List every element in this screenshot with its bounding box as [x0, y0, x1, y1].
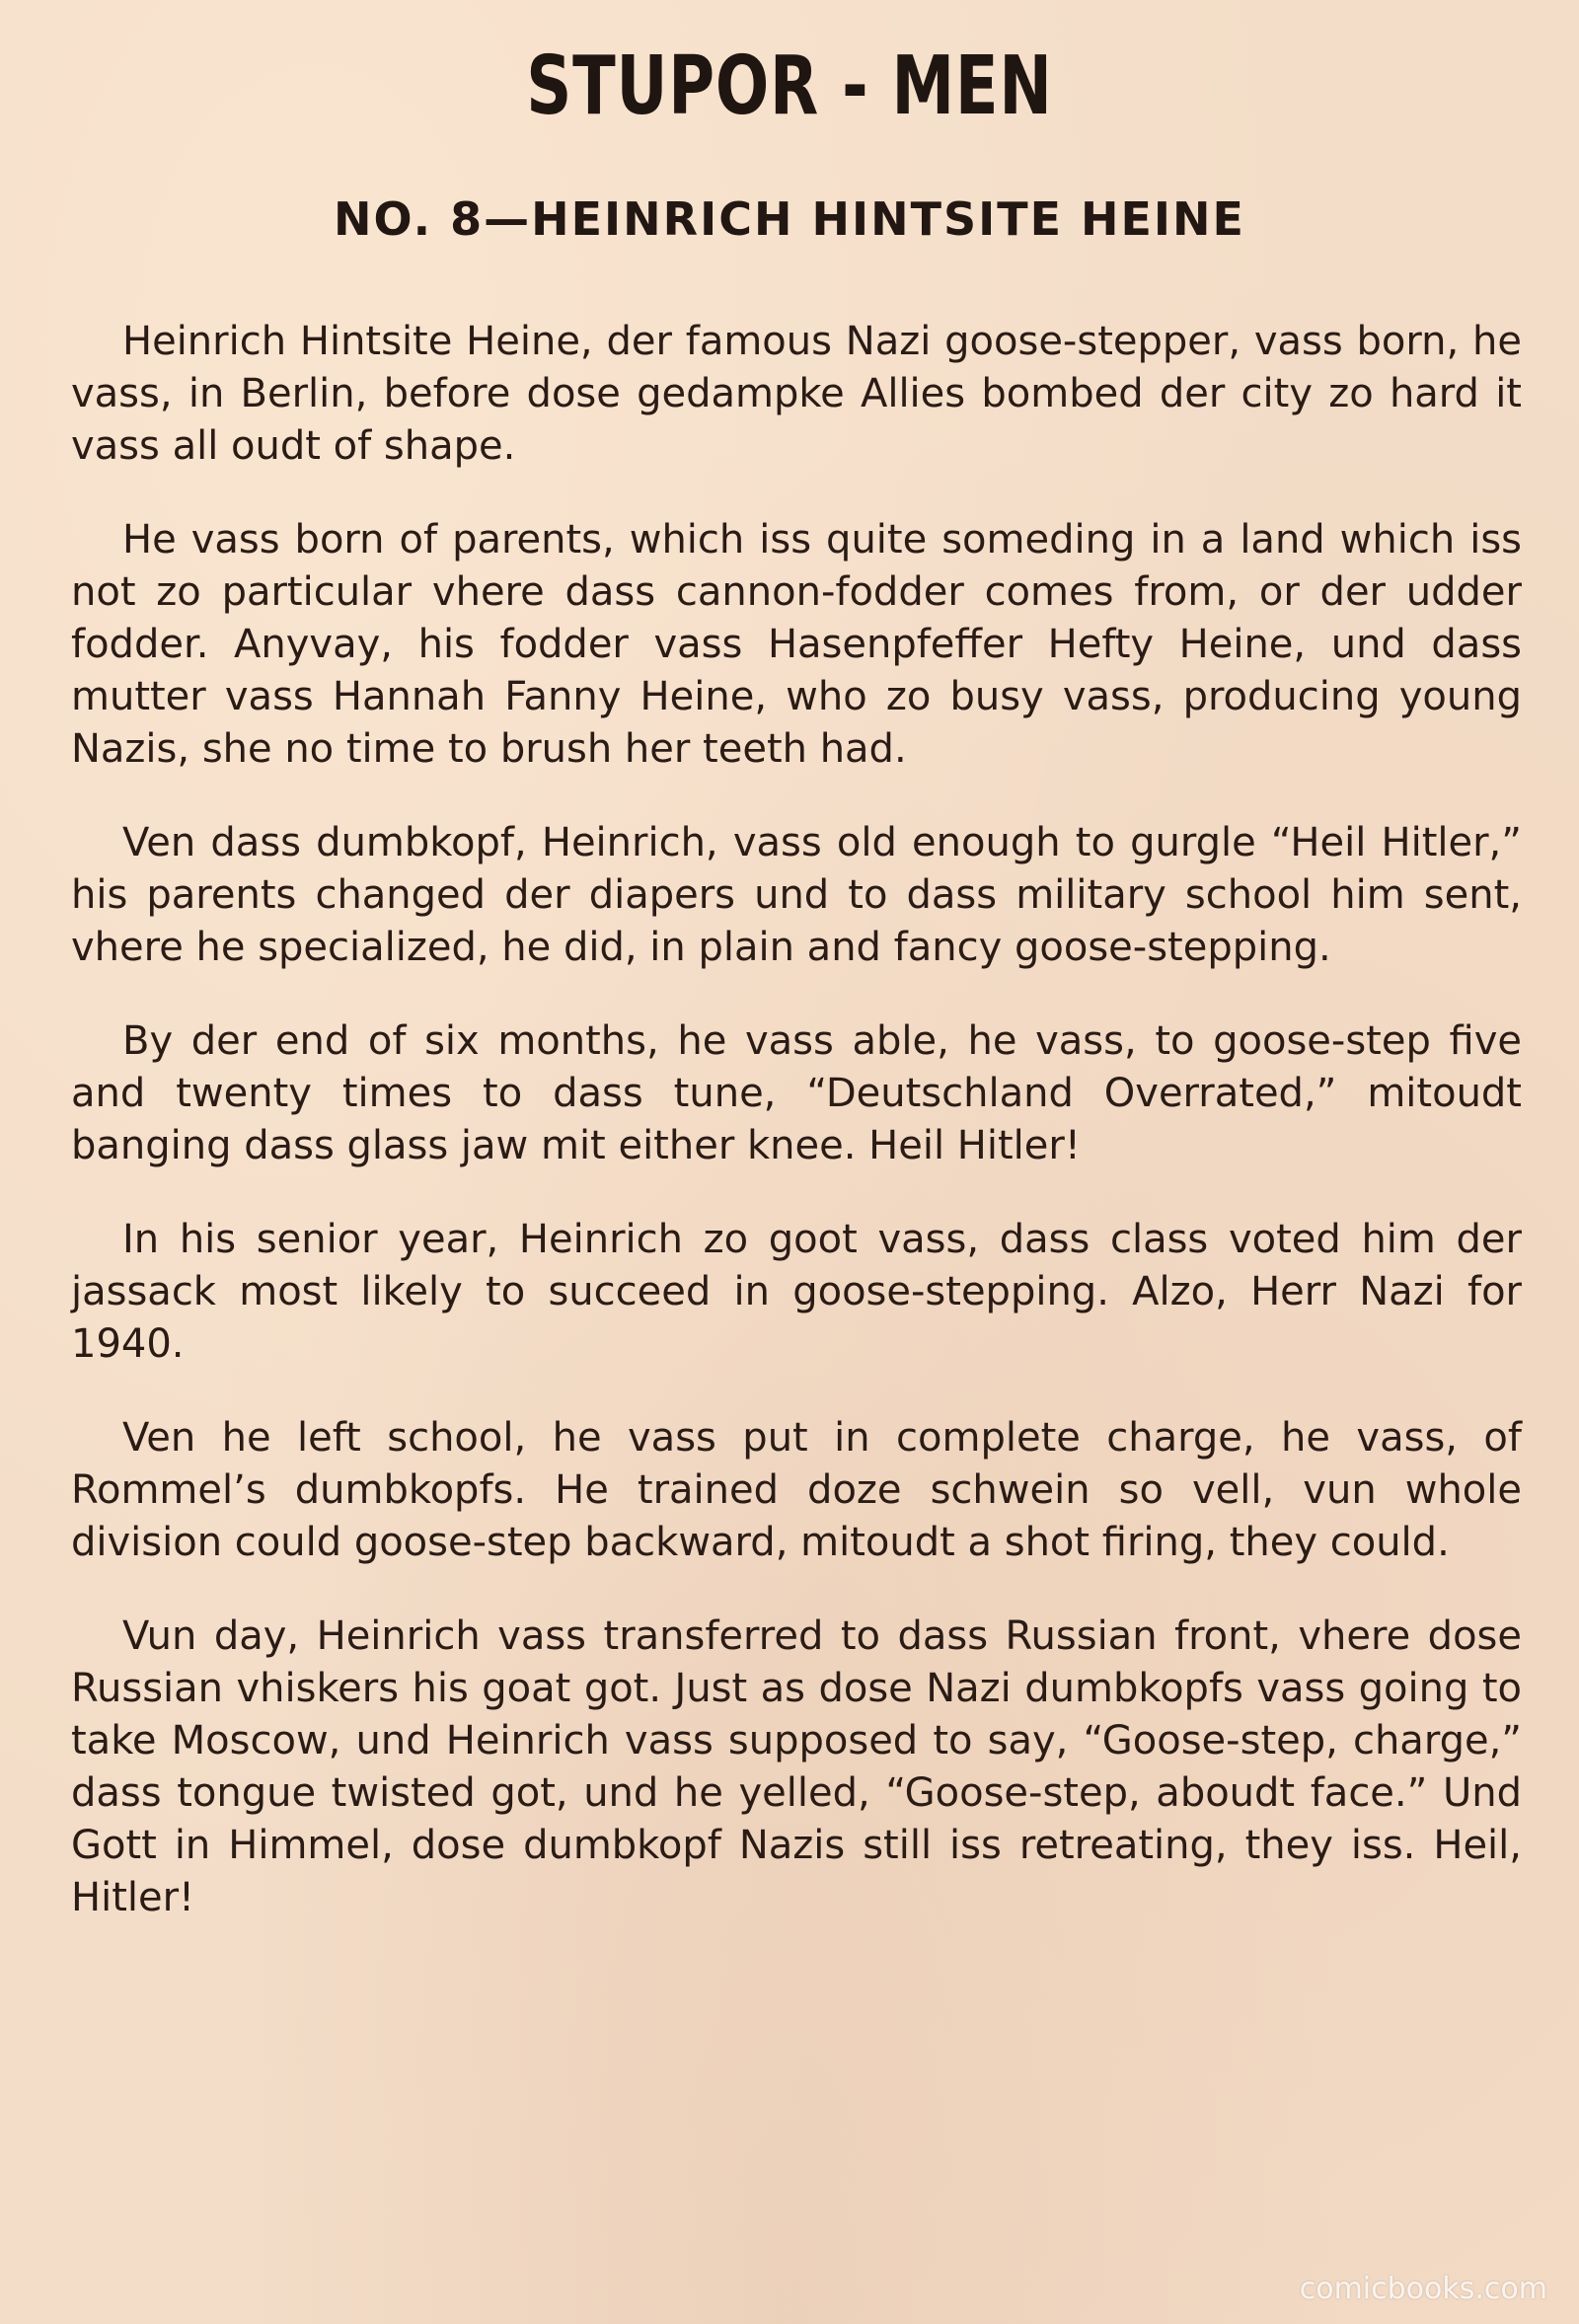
paragraph-7: Vun day, Heinrich vass transferred to dass Russian front, vhere dose Russian vhiskers his goat got. Just as dose Nazi dumbkopfs vass going to take Moscow, und Heinrich vass supposed to say, “Goose-step, charge,” dass tongue twisted got, und he yelled, “Goose-step, aboudt face.” Und Gott in Himmel, dose dumbkopf Nazis still iss retreating, they iss. Heil, Hitler!	[71, 1613, 1522, 1920]
paragraph-6: Ven he left school, he vass put in complete charge, he vass, of Rommel’s dumbkopfs. He trained doze schwein so vell, vun whole division could goose-step backward, mitoudt a shot firing, they could.	[71, 1415, 1522, 1565]
page-subtitle: NO. 8—HEINRICH HINTSITE HEINE	[334, 192, 1245, 246]
article-body	[71, 316, 1522, 1966]
paragraph-3: Ven dass dumbkopf, Heinrich, vass old enough to gurgle “Heil Hitler,” his parents changed der diapers und to dass military school him sent, vhere he specialized, he did, in plain and fancy goose-stepping.	[71, 820, 1522, 970]
page-title: STUPOR - MEN	[526, 39, 1053, 133]
paragraph-4: By der end of six months, he vass able, he vass, to goose-step five and twenty times to dass tune, “Deutschland Overrated,” mitoudt banging dass glass jaw mit either knee. Heil Hitler!	[71, 1018, 1522, 1168]
watermark: comicbooks.com	[1299, 2272, 1547, 2306]
paragraph-5: In his senior year, Heinrich zo goot vass, dass class voted him der jassack most likely to succeed in goose-stepping. Alzo, Herr Nazi for 1940.	[71, 1217, 1522, 1367]
paragraph-2: He vass born of parents, which iss quite someding in a land which iss not zo particular vhere dass cannon-fodder comes from, or der udder fodder. Anyvay, his fodder vass Hasenpfeffer Hefty Heine, und dass mutter vass Hannah Fanny Heine, who zo busy vass, producing young Nazis, she no time to brush her teeth had.	[71, 517, 1522, 772]
paragraph-1: Heinrich Hintsite Heine, der famous Nazi goose-stepper, vass born, he vass, in Berlin, before dose gedampke Allies bombed der city zo hard it vass all oudt of shape.	[71, 319, 1522, 469]
